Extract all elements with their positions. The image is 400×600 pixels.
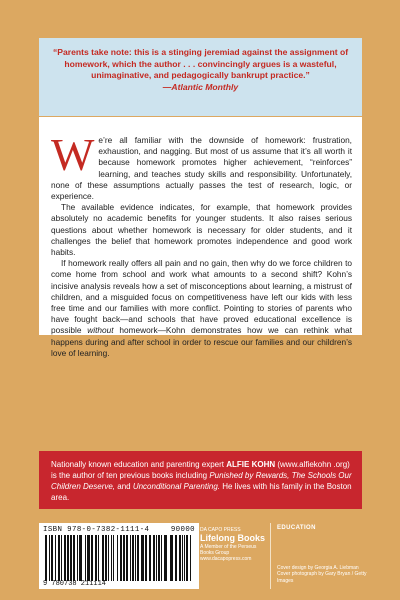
barcode-bar <box>77 535 78 581</box>
barcode-bar <box>108 535 109 581</box>
barcode-bar <box>186 535 188 581</box>
publisher-member: A Member of the Perseus Books Group <box>200 544 257 556</box>
barcode-bar <box>70 535 72 581</box>
cover-footer <box>0 509 400 600</box>
barcode-bar <box>190 535 191 581</box>
barcode-bar <box>91 535 93 581</box>
barcode-bar <box>158 535 160 581</box>
publisher-info <box>200 527 270 562</box>
barcode-bar <box>67 535 69 581</box>
barcode-bar <box>111 535 112 581</box>
barcode-bar <box>135 535 136 581</box>
cover-design-credit: Cover design by Georgia A. Liebman <box>277 565 359 571</box>
barcode-bar <box>161 535 162 581</box>
barcode-bars <box>43 535 195 581</box>
barcode-bar <box>85 535 86 581</box>
barcode-bar <box>45 535 47 581</box>
barcode-bar <box>87 535 90 581</box>
barcode-bar <box>51 535 53 581</box>
description-paragraph-3: If homework really offers all pain and no gain, then why do we force children to come home from school and work what amounts to a second shift? Kohn’s incisive analysis reveals how a set of misconceptions about learning, a mistrust of children, and a misguided focus on competitiveness have left our kids with less free time and our families with more conflict. Pointing to stories of parents who have fought back—and schools that have proved educational excellence is possible without homework—Kohn demonstrates how we can rethink what happens during and after school in order to rescue our families and our children’s love of learning. <box>51 258 353 358</box>
barcode-bar <box>55 535 56 581</box>
isbn-barcode <box>39 523 199 589</box>
book-title-1: Punished by Rewards, The Schools Our Children Deserve, <box>51 471 352 491</box>
footer-divider <box>270 523 271 589</box>
barcode-bar <box>175 535 177 581</box>
barcode-bar <box>123 535 125 581</box>
barcode-bar <box>64 535 66 581</box>
barcode-bar <box>153 535 155 581</box>
barcode-bar <box>79 535 82 581</box>
description-paragraph-2: The available evidence indicates, for example, that homework provides absolutely no academic benefits for younger students. It also raises serious questions about whether homework is necessary for older students, and it challenges the belief that homework promotes independence and good work habits. <box>51 202 352 258</box>
review-quote-text: “Parents take note: this is a stinging jeremiad against the assignment of homework, which the author . . . convincingly argues is a wasteful, unimaginative, and pedagogically bankrupt practice.” <box>52 47 349 81</box>
publisher-website: www.dacapopress.com <box>200 556 252 562</box>
barcode-bar <box>95 535 97 581</box>
author-bio-box: Nationally known education and parenting expert ALFIE KOHN (www.alfiekohn .org) is the author of ten previous books including Punished by Rewards, The Schools Our Children Deserve, and Unconditional Parenting. He lives with his family in the Boston area. <box>39 451 362 509</box>
publisher-name: Lifelong Books <box>200 533 265 543</box>
book-category: EDUCATION <box>277 525 316 531</box>
barcode-bar <box>117 535 118 581</box>
author-name: ALFIE KOHN <box>226 460 276 469</box>
publisher-imprint: DA CAPO PRESS <box>200 527 241 533</box>
barcode-bar <box>145 535 147 581</box>
barcode-bar <box>170 535 173 581</box>
barcode-bar <box>98 535 99 581</box>
barcode-bar <box>105 535 107 581</box>
barcode-bar <box>156 535 157 581</box>
barcode-bar <box>164 535 167 581</box>
barcode-bar <box>184 535 185 581</box>
book-title-2: Unconditional Parenting. <box>132 482 220 491</box>
barcode-bar <box>137 535 139 581</box>
barcode-bar <box>179 535 181 581</box>
description-paragraph-1: We’re all familiar with the downside of homework: frustration, exhaustion, and nagging. But most of us assume that it’s all worth it because homework promotes higher achievement, “reinforces” learning, and teaches study skills and responsibility. Unfortunately, none of these assumptions actually passes the test of research, logic, or experience. <box>51 129 352 202</box>
barcode-bar <box>149 535 151 581</box>
barcode-bar <box>61 535 62 581</box>
review-quote-box <box>39 38 362 116</box>
barcode-digits: 9 780738 211114 <box>43 580 107 588</box>
cover-credits <box>277 525 377 584</box>
barcode-bar <box>73 535 75 581</box>
cover-photo-credit: Cover photograph by Gary Bryan / Getty Images <box>277 571 367 584</box>
barcode-bar <box>49 535 50 581</box>
book-description <box>39 117 362 358</box>
price-code: 90000 <box>170 526 195 534</box>
barcode-bar <box>182 535 183 581</box>
barcode-bar <box>102 535 104 581</box>
review-quote-attribution: —Atlantic Monthly <box>162 81 239 92</box>
barcode-bar <box>113 535 114 581</box>
barcode-bar <box>120 535 122 581</box>
barcode-bar <box>126 535 128 581</box>
barcode-bar <box>141 535 144 581</box>
drop-cap-letter: W <box>51 129 95 180</box>
barcode-bar <box>132 535 134 581</box>
isbn-label: ISBN 978-0-7382-1111-4 90000 <box>43 526 195 534</box>
barcode-bar <box>58 535 60 581</box>
barcode-bar <box>130 535 131 581</box>
